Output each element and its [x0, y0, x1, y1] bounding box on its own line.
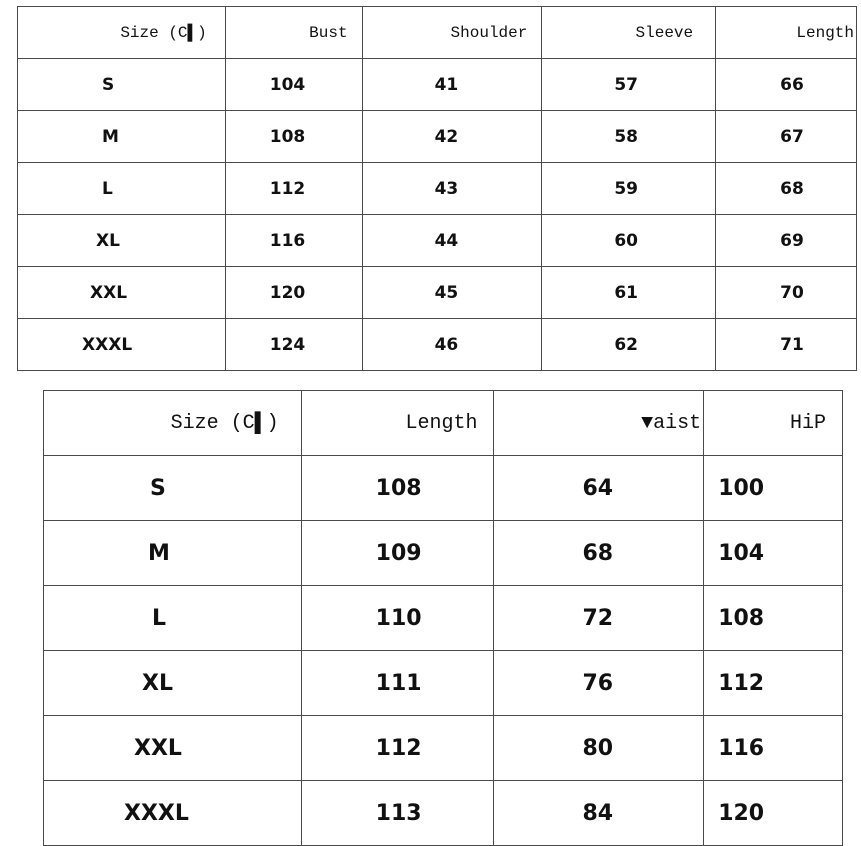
bottom-size-table [43, 390, 843, 846]
header-length: Length [716, 7, 857, 59]
length-cell: 110 [301, 586, 494, 651]
hip-cell: 108 [704, 586, 843, 651]
size-cell: L [18, 163, 226, 215]
sleeve-cell: 62 [542, 319, 716, 371]
header-waist: ▼aist [494, 391, 704, 456]
top-size-table [17, 6, 857, 371]
size-cell: M [44, 521, 302, 586]
waist-cell: 68 [494, 521, 704, 586]
header-shoulder: Shoulder [362, 7, 542, 59]
sleeve-cell: 57 [542, 59, 716, 111]
shoulder-cell: 42 [362, 111, 542, 163]
table-row [44, 521, 843, 586]
header-length: Length [301, 391, 494, 456]
length-cell: 67 [716, 111, 857, 163]
table-row [18, 267, 857, 319]
waist-cell: 80 [494, 716, 704, 781]
length-cell: 113 [301, 781, 494, 846]
bust-cell: 108 [225, 111, 362, 163]
table-header-row [44, 391, 843, 456]
size-cell: XL [44, 651, 302, 716]
shoulder-cell: 46 [362, 319, 542, 371]
length-cell: 71 [716, 319, 857, 371]
table-row [18, 319, 857, 371]
length-cell: 109 [301, 521, 494, 586]
length-cell: 111 [301, 651, 494, 716]
table-header-row [18, 7, 857, 59]
shoulder-cell: 44 [362, 215, 542, 267]
table-row [18, 215, 857, 267]
size-cell: XL [18, 215, 226, 267]
waist-cell: 64 [494, 456, 704, 521]
bust-cell: 116 [225, 215, 362, 267]
length-cell: 108 [301, 456, 494, 521]
hip-cell: 120 [704, 781, 843, 846]
hip-cell: 116 [704, 716, 843, 781]
length-cell: 68 [716, 163, 857, 215]
table-row [44, 586, 843, 651]
hip-cell: 100 [704, 456, 843, 521]
sleeve-cell: 58 [542, 111, 716, 163]
table-row [18, 163, 857, 215]
size-cell: L [44, 586, 302, 651]
size-cell: S [18, 59, 226, 111]
sleeve-cell: 59 [542, 163, 716, 215]
shoulder-cell: 45 [362, 267, 542, 319]
bust-cell: 104 [225, 59, 362, 111]
header-sleeve: Sleeve [542, 7, 716, 59]
table-row [18, 111, 857, 163]
header-size: Size (C▌) [18, 7, 226, 59]
sleeve-cell: 61 [542, 267, 716, 319]
bust-cell: 112 [225, 163, 362, 215]
header-bust: Bust [225, 7, 362, 59]
length-cell: 69 [716, 215, 857, 267]
hip-cell: 112 [704, 651, 843, 716]
size-cell: XXXL [44, 781, 302, 846]
length-cell: 112 [301, 716, 494, 781]
length-cell: 66 [716, 59, 857, 111]
waist-cell: 76 [494, 651, 704, 716]
size-cell: S [44, 456, 302, 521]
table-row [44, 716, 843, 781]
bust-cell: 120 [225, 267, 362, 319]
header-hip: HiP [704, 391, 843, 456]
table-row [18, 59, 857, 111]
length-cell: 70 [716, 267, 857, 319]
sleeve-cell: 60 [542, 215, 716, 267]
header-size: Size (C▌) [44, 391, 302, 456]
size-cell: XXXL [18, 319, 226, 371]
shoulder-cell: 41 [362, 59, 542, 111]
shoulder-cell: 43 [362, 163, 542, 215]
hip-cell: 104 [704, 521, 843, 586]
table-row [44, 781, 843, 846]
table-row [44, 651, 843, 716]
waist-cell: 84 [494, 781, 704, 846]
table-row [44, 456, 843, 521]
size-cell: XXL [44, 716, 302, 781]
size-cell: XXL [18, 267, 226, 319]
size-cell: M [18, 111, 226, 163]
waist-cell: 72 [494, 586, 704, 651]
bust-cell: 124 [225, 319, 362, 371]
